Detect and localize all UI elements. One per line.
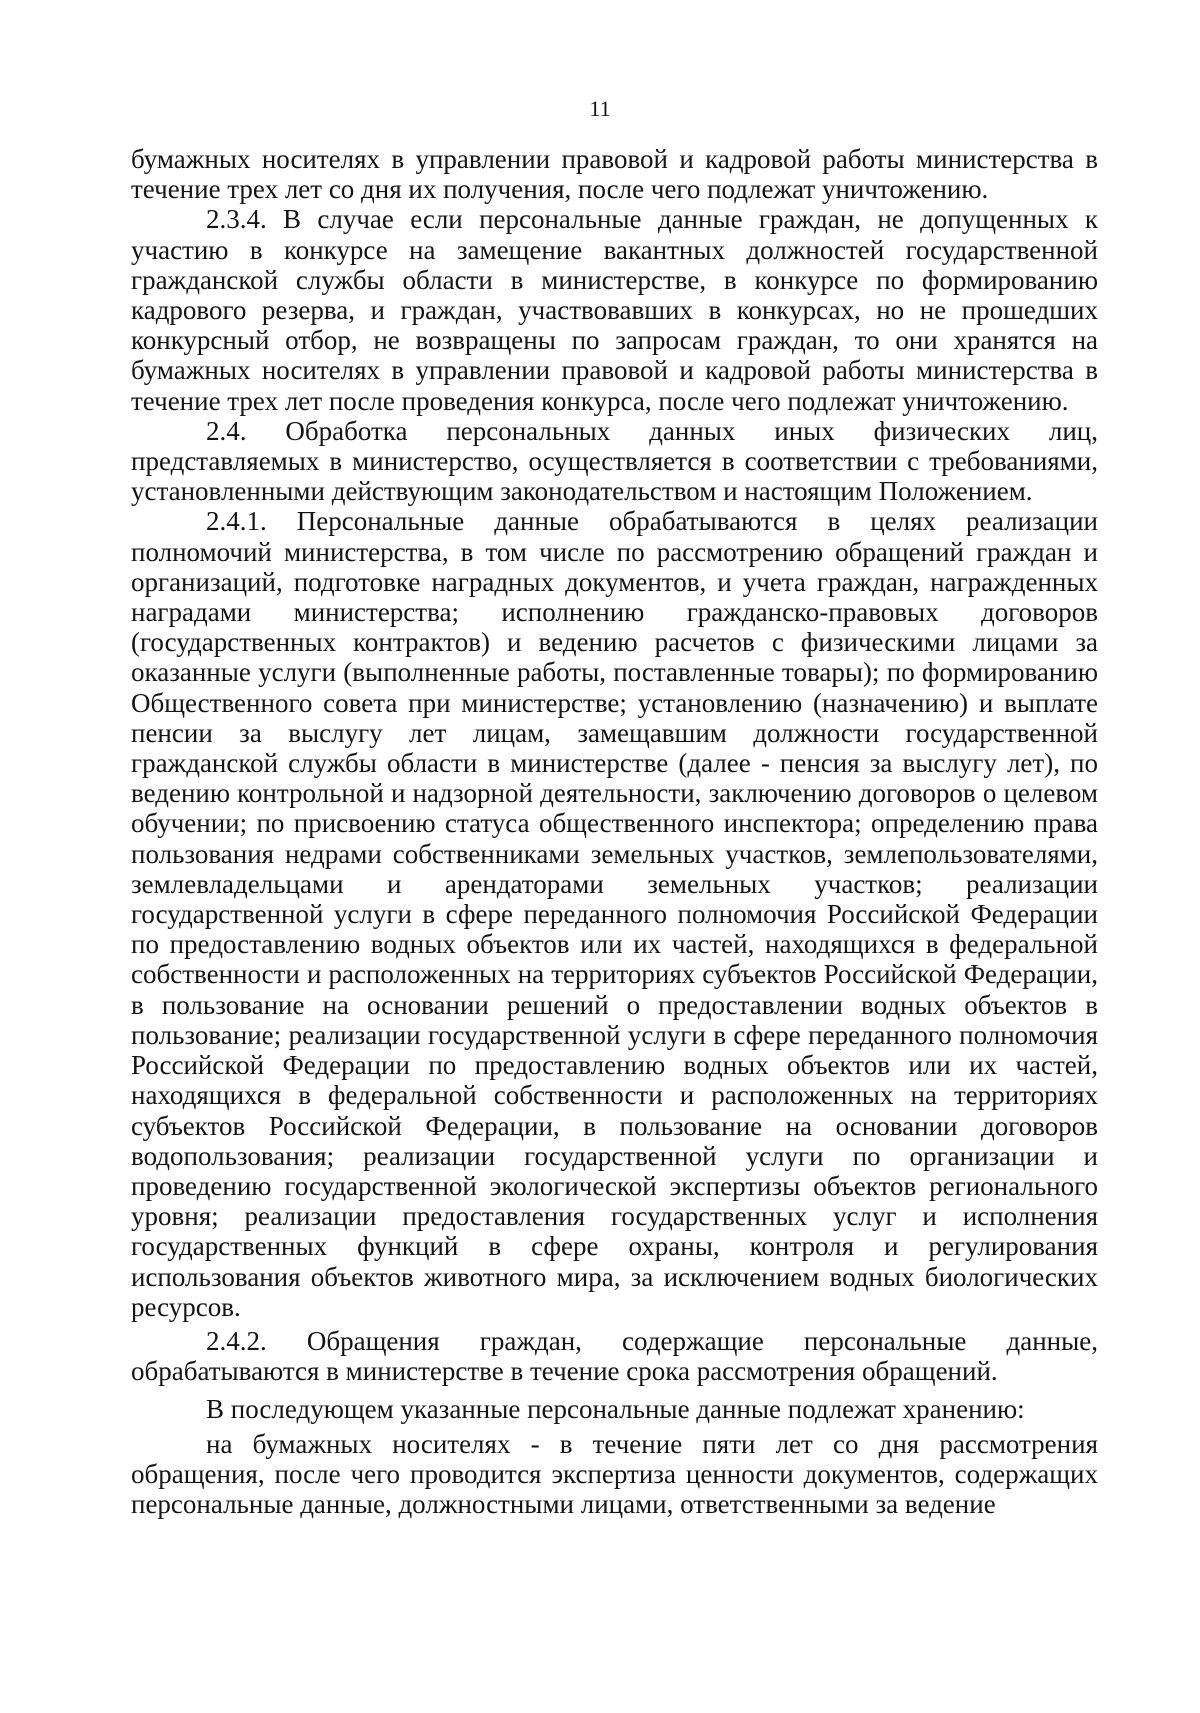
document-body (131, 144, 1098, 1519)
paragraph-2-4: 2.4. Обработка персональных данных иных физических лиц, представляемых в министерство, осуществляется в соответствии с требованиями, установленными действующим законодательством и настоящим Положением. (131, 415, 1098, 507)
page-number: 11 (589, 96, 611, 121)
paragraph-continuation: бумажных носителях в управлении правовой и кадровой работы министерства в течение трех лет со дня их получения, после чего подлежат уничтожению. (131, 144, 1098, 205)
paragraph-storage-intro: В последующем указанные персональные данные подлежат хранению: (206, 1394, 1025, 1425)
paragraph-2-3-4: 2.3.4. В случае если персональные данные граждан, не допущенных к участию в конкурсе на замещение вакантных должностей государственной гражданской службы области в министерстве, в конкурсе по формированию кадрового резерва, и граждан, участвовавших в конкурсах, но не прошедших конкурсный отбор, не возвращены по запросам граждан, то они хранятся на бумажных носителях в управлении правовой и кадровой работы министерства в течение трех лет после проведения конкурса, после чего подлежат уничтожению. (131, 204, 1098, 416)
paragraph-paper-storage: на бумажных носителях - в течение пяти лет со дня рассмотрения обращения, после чего проводится экспертиза ценности документов, содержащих персональные данные, должностными лицами, ответственными за ведение (131, 1428, 1098, 1519)
paragraph-2-4-2: 2.4.2. Обращения граждан, содержащие персональные данные, обрабатываются в министерстве в течение срока рассмотрения обращений. (131, 1325, 1098, 1387)
paragraph-2-4-1: 2.4.1. Персональные данные обрабатываются в целях реализации полномочий министерства, в том числе по рассмотрению обращений граждан и организаций, подготовке наградных документов, и учета граждан, награжденных наградами министерства; исполнению гражданско-правовых договоров (государственных контрактов) и ведению расчетов с физическими лицами за оказанные услуги (выполненные работы, поставленные товары); по формированию Общественного совета при министерстве; установлению (назначению) и выплате пенсии за выслугу лет лицам, замещавшим должности государственной гражданской службы области в министерстве (далее - пенсия за выслугу лет), по ведению контрольной и надзорной деятельности, заключению договоров о целевом обучении; по присвоению статуса общественного инспектора; определению права пользования недрами собственниками земельных участков, землепользователями, землевладельцами и арендаторами земельных участков; реализации государственной услуги в сфере переданного полномочия Российской Федерации по предоставлению водных объектов или их частей, находящихся в федеральной собственности и расположенных на территориях субъектов Российской Федерации, в пользование на основании решений о предоставлении водных объектов в пользование; реализации государственной услуги в сфере переданного полномочия Российской Федерации по предоставлению водных объектов или их частей, находящихся в федеральной собственности и расположенных на территориях субъектов Российской Федерации, в пользование на основании договоров водопользования; реализации государственной услуги по организации и проведению государственной экологической экспертизы объектов регионального уровня; реализации предоставления государственных услуг и исполнения государственных функций в сфере охраны, контроля и регулирования использования объектов животного мира, за исключением водных биологических ресурсов. (131, 506, 1098, 1322)
